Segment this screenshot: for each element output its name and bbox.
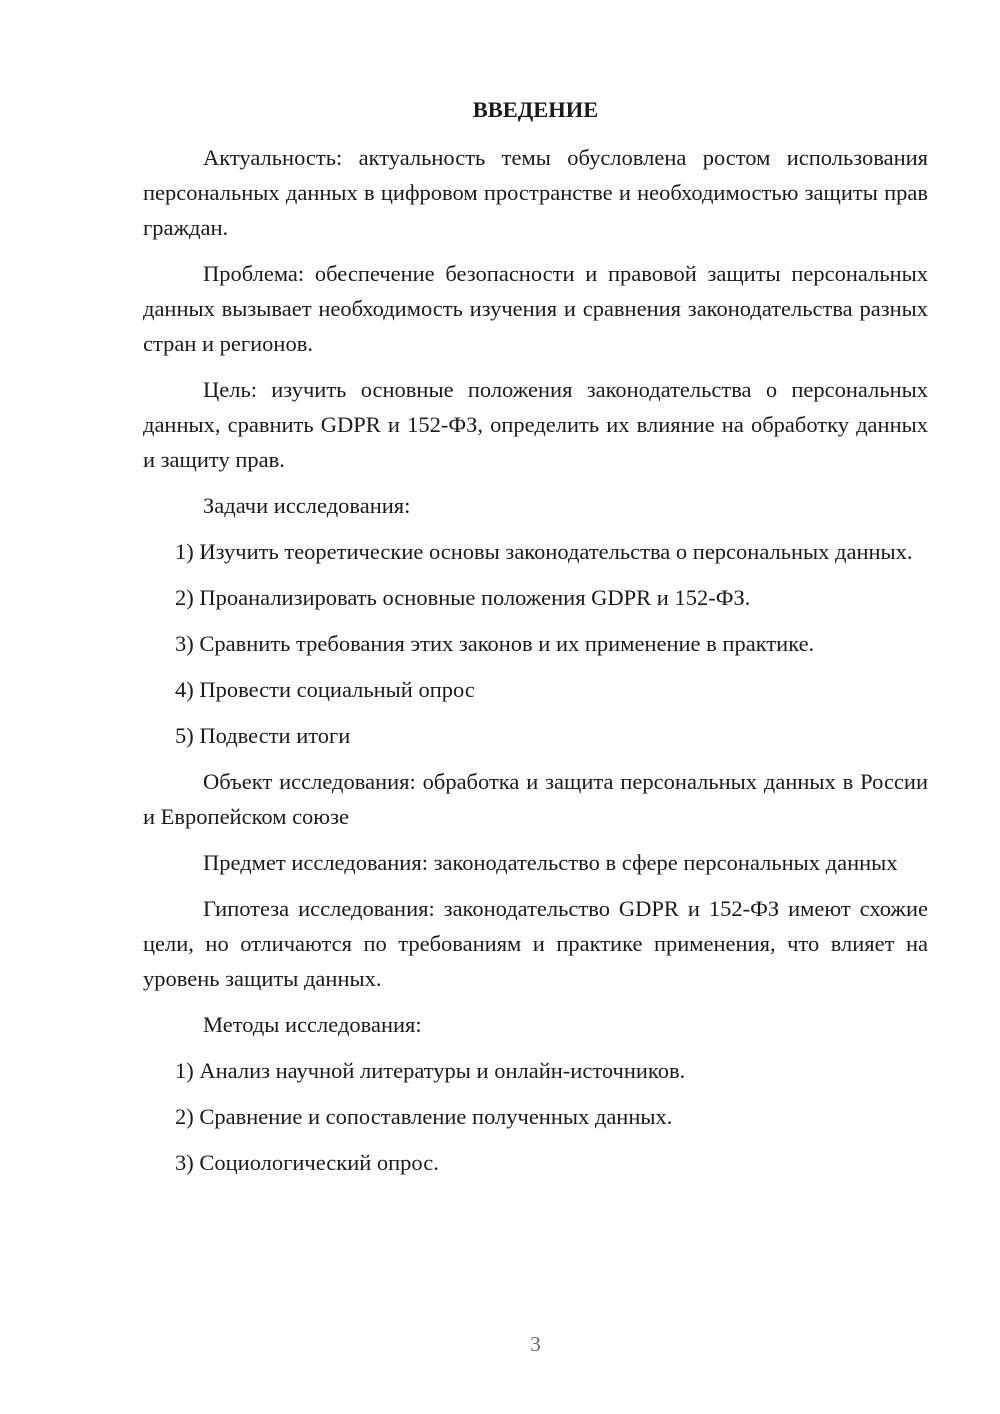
task-item-1: 1) Изучить теоретические основы законодательства о персональных данных. [175, 539, 913, 564]
problem-paragraph: Проблема: обеспечение безопасности и правовой защиты персональных данных вызывает необходимость изучения и сравнения законодательства разных стран и регионов. [143, 261, 928, 356]
subject-paragraph: Предмет исследования: законодательство в сфере персональных данных [203, 850, 898, 875]
object-paragraph: Объект исследования: обработка и защита персональных данных в России и Европейском союзе [143, 769, 928, 829]
section-heading: ВВЕДЕНИЕ [472, 97, 599, 122]
task-item-5: 5) Подвести итоги [175, 723, 351, 748]
page-number: 3 [530, 1332, 541, 1356]
method-item-3: 3) Социологический опрос. [175, 1150, 439, 1175]
relevance-paragraph: Актуальность: актуальность темы обусловлена ростом использования персональных данных в цифровом пространстве и необходимостью защиты прав граждан. [143, 145, 928, 240]
methods-intro: Методы исследования: [203, 1012, 422, 1037]
hypothesis-paragraph: Гипотеза исследования: законодательство GDPR и 152-ФЗ имеют схожие цели, но отличаются по требованиям и практике применения, что влияет на уровень защиты данных. [143, 896, 928, 991]
document-page [143, 92, 928, 1191]
task-item-3: 3) Сравнить требования этих законов и их применение в практике. [175, 631, 815, 656]
method-item-2: 2) Сравнение и сопоставление полученных данных. [175, 1104, 673, 1129]
goal-paragraph: Цель: изучить основные положения законодательства о персональных данных, сравнить GDPR и 152-ФЗ, определить их влияние на обработку данных и защиту прав. [143, 377, 928, 472]
task-item-4: 4) Провести социальный опрос [175, 677, 475, 702]
method-item-1: 1) Анализ научной литературы и онлайн-источников. [175, 1058, 686, 1083]
task-item-2: 2) Проанализировать основные положения GDPR и 152-ФЗ. [175, 585, 751, 610]
tasks-intro: Задачи исследования: [203, 493, 411, 518]
